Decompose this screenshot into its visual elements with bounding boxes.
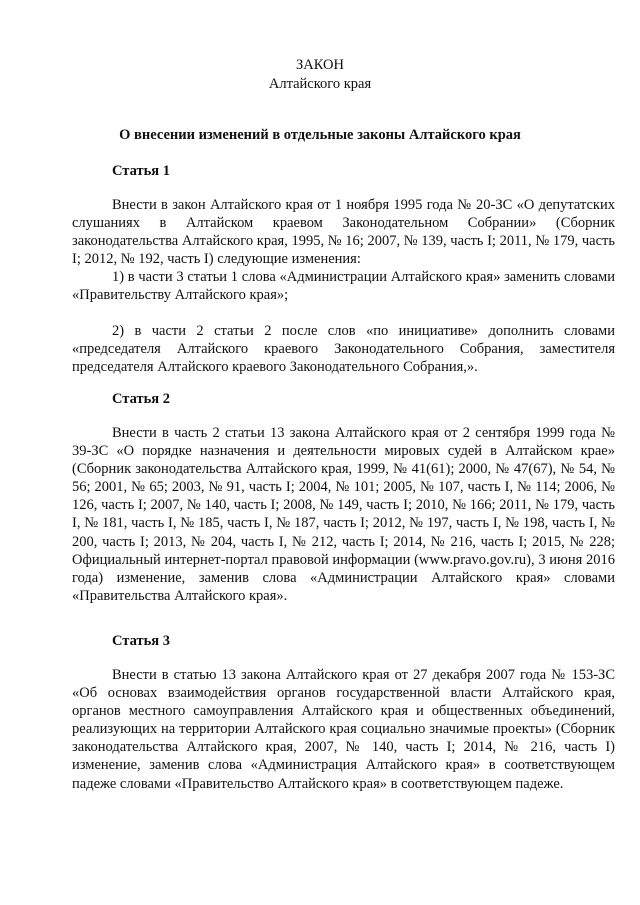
article-1-paragraph-3: 2) в части 2 статьи 2 после слов «по инициативе» дополнить словами «председателя Алтайского краевого Законодательного Собрания, заместителя председателя Алтайского краевого Законодательного Собрания,». [72, 323, 615, 376]
law-region: Алтайского края [268, 76, 372, 92]
law-word: ЗАКОН [296, 57, 344, 73]
article-1-paragraph-1: Внести в закон Алтайского края от 1 ноября 1995 года № 20-ЗС «О депутатских слушаниях в Алтайском краевом Законодательном Собрании» (Сборник законодательства Алтайского края, 1995, № 16; 2007, № 139, часть I; 2011, № 179, часть I; 2012, № 192, часть I) следующие изменения: [72, 197, 615, 268]
article-2-heading: Статья 2 [112, 391, 170, 407]
document-title: О внесении изменений в отдельные законы Алтайского края [119, 127, 521, 143]
article-3-paragraph-1: Внести в статью 13 закона Алтайского края от 27 декабря 2007 года № 153-ЗС «Об основах взаимодействия органов государственной власти Алтайского края, органов местного самоуправления Алтайского края и общественных объединений, реализующих на территории Алтайского края социально значимые проекты» (Сборник законодательства Алтайского края, 2007, № 140, часть I; 2014, № 216, часть I) изменение, заменив слова «Администрация Алтайского края» в соответствующем падеже словами «Правительство Алтайского края» в соответствующем падеже. [72, 667, 615, 792]
article-2-paragraph-1: Внести в часть 2 статьи 13 закона Алтайского края от 2 сентября 1999 года № 39-ЗС «О порядке назначения и деятельности мировых судей в Алтайском крае» (Сборник законодательства Алтайского края, 1999, № 41(61); 2000, № 47(67), № 54, № 56; 2001, № 65; 2003, № 91, часть I; 2004, № 101; 2005, № 107, часть I, № 114; 2006, № 126, часть I; 2007, № 140, часть I; 2008, № 149, часть I; 2010, № 166; 2011, № 179, часть I, № 181, часть I, № 185, часть I, № 187, часть I; 2012, № 197, часть I, № 198, часть I, № 200, часть I; 2013, № 204, часть I, № 212, часть I; 2014, № 216, часть I; 2015, № 228; Официальный интернет-портал правовой информации (www.pravo.gov.ru), 3 июня 2016 года) изменение, заменив слова «Администрации Алтайского края» словами «Правительства Алтайского края». [72, 425, 615, 604]
article-3-heading: Статья 3 [112, 633, 170, 649]
article-1-paragraph-2: 1) в части 3 статьи 1 слова «Администрации Алтайского края» заменить словами «Правительству Алтайского края»; [72, 269, 615, 304]
article-1-heading: Статья 1 [112, 163, 170, 179]
